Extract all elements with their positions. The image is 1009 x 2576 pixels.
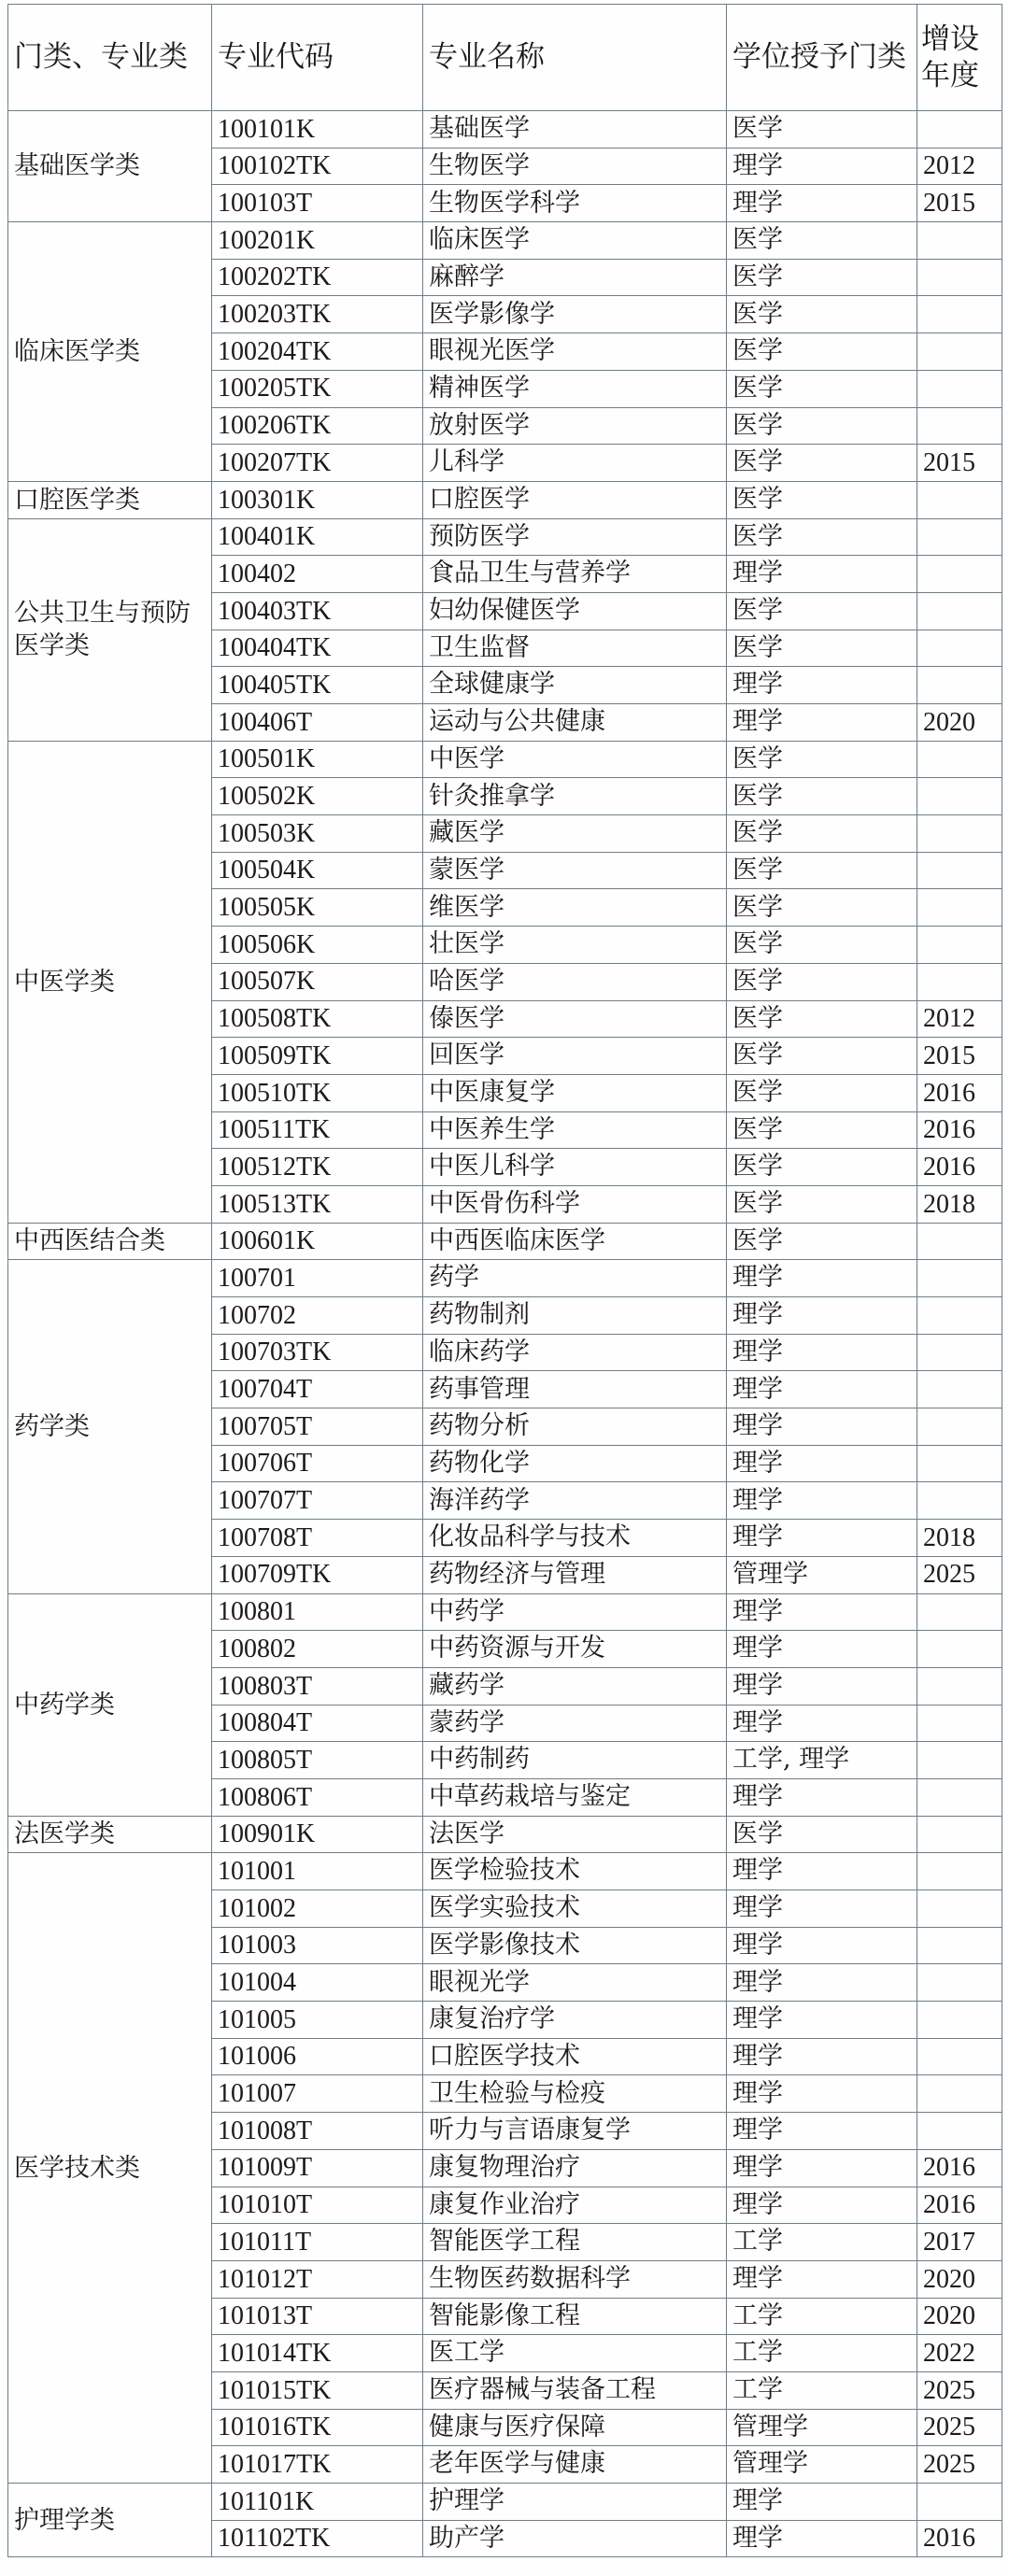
name-cell: 蒙医学 [423,852,727,889]
code-cell: 101010T [212,2187,423,2224]
degree-cell: 工学 [727,2335,917,2372]
table-body [8,111,1002,2557]
code-cell: 100708T [212,1520,423,1557]
code-cell: 100503K [212,815,423,853]
year-cell [917,370,1002,407]
degree-cell: 理学 [727,1705,917,1742]
code-cell: 101015TK [212,2371,423,2409]
code-cell: 100402 [212,556,423,593]
name-cell: 预防医学 [423,518,727,556]
name-cell: 中医儿科学 [423,1149,727,1186]
degree-cell: 医学 [727,1185,917,1223]
year-cell [917,815,1002,853]
name-cell: 藏医学 [423,815,727,853]
degree-cell: 理学 [727,2038,917,2075]
degree-cell: 医学 [727,370,917,407]
header-code: 专业代码 [212,5,423,111]
degree-cell: 管理学 [727,1556,917,1593]
year-cell [917,1816,1002,1853]
code-cell: 100301K [212,481,423,518]
code-cell: 101006 [212,2038,423,2075]
majors-table [7,4,1002,2557]
degree-cell: 理学 [727,556,917,593]
year-cell [917,1778,1002,1816]
code-cell: 100508TK [212,1000,423,1038]
table-row [8,222,1002,260]
degree-cell: 理学 [727,2002,917,2039]
name-cell: 医学影像学 [423,296,727,333]
code-cell: 100102TK [212,148,423,185]
degree-cell: 理学 [727,1667,917,1705]
degree-cell: 理学 [727,1890,917,1928]
code-cell: 100806T [212,1778,423,1816]
name-cell: 中药制药 [423,1742,727,1779]
code-cell: 100511TK [212,1111,423,1149]
category-cell: 基础医学类 [8,111,212,222]
code-cell: 101002 [212,1890,423,1928]
degree-cell: 医学 [727,889,917,927]
degree-cell: 医学 [727,407,917,445]
year-cell: 2017 [917,2224,1002,2261]
category-cell: 公共卫生与预防医学类 [8,518,212,741]
degree-cell: 医学 [727,630,917,667]
degree-cell: 理学 [727,1778,917,1816]
degree-cell: 医学 [727,1000,917,1038]
code-cell: 101012T [212,2260,423,2298]
degree-cell: 理学 [727,185,917,222]
degree-cell: 医学 [727,852,917,889]
degree-cell: 医学 [727,518,917,556]
degree-cell: 医学 [727,592,917,630]
name-cell: 全球健康学 [423,667,727,704]
code-cell: 100206TK [212,407,423,445]
category-cell: 护理学类 [8,2484,212,2557]
code-cell: 101001 [212,1853,423,1890]
year-cell: 2018 [917,1520,1002,1557]
name-cell: 眼视光医学 [423,333,727,371]
header-degree: 学位授予门类 [727,5,917,111]
code-cell: 100504K [212,852,423,889]
year-cell [917,296,1002,333]
code-cell: 101013T [212,2298,423,2335]
name-cell: 儿科学 [423,445,727,482]
year-cell [917,518,1002,556]
name-cell: 运动与公共健康 [423,704,727,742]
degree-cell: 医学 [727,815,917,853]
year-cell [917,1445,1002,1482]
year-cell: 2016 [917,2187,1002,2224]
degree-cell: 理学 [727,148,917,185]
code-cell: 100501K [212,741,423,778]
year-cell [917,1260,1002,1297]
name-cell: 中医养生学 [423,1111,727,1149]
year-cell [917,889,1002,927]
code-cell: 101005 [212,2002,423,2039]
code-cell: 100702 [212,1297,423,1335]
code-cell: 100805T [212,1742,423,1779]
year-cell [917,1927,1002,1964]
name-cell: 回医学 [423,1038,727,1075]
year-cell [917,963,1002,1000]
degree-cell: 理学 [727,2113,917,2150]
code-cell: 100803T [212,1667,423,1705]
name-cell: 医工学 [423,2335,727,2372]
degree-cell: 理学 [727,1482,917,1520]
year-cell [917,1482,1002,1520]
name-cell: 化妆品科学与技术 [423,1520,727,1557]
table-row [8,2484,1002,2521]
degree-cell: 理学 [727,1964,917,2002]
year-cell: 2016 [917,1149,1002,1186]
year-cell [917,2038,1002,2075]
degree-cell: 管理学 [727,2409,917,2446]
table-row [8,1853,1002,1890]
code-cell: 101007 [212,2075,423,2113]
year-cell [917,1593,1002,1631]
name-cell: 药物制剂 [423,1297,727,1335]
year-cell: 2016 [917,2149,1002,2187]
code-cell: 101016TK [212,2409,423,2446]
code-cell: 100204TK [212,333,423,371]
code-cell: 101014TK [212,2335,423,2372]
year-cell: 2016 [917,2520,1002,2557]
name-cell: 中医康复学 [423,1074,727,1111]
year-cell [917,1408,1002,1446]
degree-cell: 理学 [727,2484,917,2521]
name-cell: 药事管理 [423,1371,727,1408]
degree-cell: 理学 [727,1445,917,1482]
degree-cell: 理学 [727,1631,917,1668]
name-cell: 听力与言语康复学 [423,2113,727,2150]
degree-cell: 医学 [727,445,917,482]
category-cell: 药学类 [8,1260,212,1593]
degree-cell: 医学 [727,741,917,778]
name-cell: 精神医学 [423,370,727,407]
name-cell: 健康与医疗保障 [423,2409,727,2446]
degree-cell: 理学 [727,2187,917,2224]
year-cell [917,741,1002,778]
category-cell: 口腔医学类 [8,481,212,518]
degree-cell: 理学 [727,2075,917,2113]
name-cell: 智能医学工程 [423,2224,727,2261]
category-cell: 中西医结合类 [8,1223,212,1260]
name-cell: 壮医学 [423,927,727,964]
degree-cell: 医学 [727,778,917,815]
degree-cell: 理学 [727,1593,917,1631]
name-cell: 口腔医学技术 [423,2038,727,2075]
code-cell: 100802 [212,1631,423,1668]
degree-cell: 理学 [727,2520,917,2557]
year-cell: 2018 [917,1185,1002,1223]
code-cell: 100901K [212,1816,423,1853]
name-cell: 医学实验技术 [423,1890,727,1928]
name-cell: 药物化学 [423,1445,727,1482]
table-row [8,518,1002,556]
name-cell: 藏药学 [423,1667,727,1705]
degree-cell: 医学 [727,259,917,296]
name-cell: 中医骨伤科学 [423,1185,727,1223]
degree-cell: 理学 [727,2149,917,2187]
degree-cell: 医学 [727,1074,917,1111]
code-cell: 101003 [212,1927,423,1964]
table-row [8,111,1002,149]
degree-cell: 理学 [727,1260,917,1297]
name-cell: 中药资源与开发 [423,1631,727,1668]
header-row [8,5,1002,111]
code-cell: 100701 [212,1260,423,1297]
degree-cell: 理学 [727,1408,917,1446]
code-cell: 100103T [212,185,423,222]
degree-cell: 医学 [727,1038,917,1075]
name-cell: 医学影像技术 [423,1927,727,1964]
degree-cell: 理学 [727,1520,917,1557]
name-cell: 口腔医学 [423,481,727,518]
year-cell [917,2113,1002,2150]
degree-cell: 理学 [727,1371,917,1408]
year-cell [917,407,1002,445]
code-cell: 100510TK [212,1074,423,1111]
code-cell: 100512TK [212,1149,423,1186]
name-cell: 卫生监督 [423,630,727,667]
code-cell: 101101K [212,2484,423,2521]
year-cell: 2020 [917,2260,1002,2298]
name-cell: 法医学 [423,1816,727,1853]
year-cell: 2025 [917,1556,1002,1593]
degree-cell: 医学 [727,1111,917,1149]
name-cell: 康复物理治疗 [423,2149,727,2187]
year-cell [917,1371,1002,1408]
year-cell [917,630,1002,667]
name-cell: 麻醉学 [423,259,727,296]
name-cell: 助产学 [423,2520,727,2557]
name-cell: 生物医学科学 [423,185,727,222]
code-cell: 101008T [212,2113,423,2150]
code-cell: 100203TK [212,296,423,333]
code-cell: 100205TK [212,370,423,407]
year-cell [917,1631,1002,1668]
code-cell: 100704T [212,1371,423,1408]
category-cell: 医学技术类 [8,1853,212,2484]
degree-cell: 理学 [727,2260,917,2298]
degree-cell: 医学 [727,222,917,260]
degree-cell: 医学 [727,963,917,1000]
year-cell: 2025 [917,2446,1002,2484]
degree-cell: 工学 [727,2371,917,2409]
category-cell: 法医学类 [8,1816,212,1853]
year-cell [917,1667,1002,1705]
degree-cell: 理学 [727,1927,917,1964]
name-cell: 放射医学 [423,407,727,445]
year-cell [917,1742,1002,1779]
code-cell: 100804T [212,1705,423,1742]
name-cell: 智能影像工程 [423,2298,727,2335]
name-cell: 药学 [423,1260,727,1297]
degree-cell: 医学 [727,111,917,149]
degree-cell: 医学 [727,481,917,518]
year-cell: 2025 [917,2409,1002,2446]
year-cell [917,592,1002,630]
header-year: 增设年度 [917,5,1002,111]
year-cell: 2015 [917,185,1002,222]
degree-cell: 工学 [727,2298,917,2335]
category-cell: 中医学类 [8,741,212,1223]
name-cell: 康复作业治疗 [423,2187,727,2224]
year-cell [917,852,1002,889]
year-cell [917,1297,1002,1335]
code-cell: 100502K [212,778,423,815]
degree-cell: 医学 [727,927,917,964]
header-name: 专业名称 [423,5,727,111]
name-cell: 老年医学与健康 [423,2446,727,2484]
code-cell: 100201K [212,222,423,260]
name-cell: 哈医学 [423,963,727,1000]
name-cell: 中西医临床医学 [423,1223,727,1260]
degree-cell: 理学 [727,1297,917,1335]
year-cell [917,2484,1002,2521]
header-category: 门类、专业类 [8,5,212,111]
year-cell: 2016 [917,1074,1002,1111]
code-cell: 100207TK [212,445,423,482]
year-cell [917,259,1002,296]
code-cell: 100505K [212,889,423,927]
year-cell [917,222,1002,260]
code-cell: 101011T [212,2224,423,2261]
code-cell: 100405TK [212,667,423,704]
degree-cell: 管理学 [727,2446,917,2484]
code-cell: 100705T [212,1408,423,1446]
code-cell: 100513TK [212,1185,423,1223]
year-cell: 2025 [917,2371,1002,2409]
year-cell [917,778,1002,815]
name-cell: 海洋药学 [423,1482,727,1520]
name-cell: 临床药学 [423,1334,727,1371]
name-cell: 蒙药学 [423,1705,727,1742]
category-cell: 临床医学类 [8,222,212,482]
table-row [8,1593,1002,1631]
code-cell: 101009T [212,2149,423,2187]
table-row [8,1260,1002,1297]
name-cell: 生物医药数据科学 [423,2260,727,2298]
code-cell: 100707T [212,1482,423,1520]
name-cell: 妇幼保健医学 [423,592,727,630]
name-cell: 食品卫生与营养学 [423,556,727,593]
degree-cell: 理学 [727,1334,917,1371]
name-cell: 维医学 [423,889,727,927]
year-cell [917,1890,1002,1928]
year-cell: 2022 [917,2335,1002,2372]
year-cell [917,1964,1002,2002]
year-cell: 2020 [917,2298,1002,2335]
code-cell: 100509TK [212,1038,423,1075]
year-cell [917,2075,1002,2113]
year-cell [917,481,1002,518]
name-cell: 基础医学 [423,111,727,149]
year-cell [917,333,1002,371]
year-cell [917,927,1002,964]
name-cell: 药物经济与管理 [423,1556,727,1593]
name-cell: 康复治疗学 [423,2002,727,2039]
category-cell: 中药学类 [8,1593,212,1816]
year-cell [917,1223,1002,1260]
degree-cell: 工学, 理学 [727,1742,917,1779]
name-cell: 医疗器械与装备工程 [423,2371,727,2409]
year-cell [917,2002,1002,2039]
year-cell: 2012 [917,148,1002,185]
code-cell: 100403TK [212,592,423,630]
table-row [8,1816,1002,1853]
code-cell: 100801 [212,1593,423,1631]
degree-cell: 理学 [727,704,917,742]
code-cell: 100401K [212,518,423,556]
code-cell: 100507K [212,963,423,1000]
year-cell: 2016 [917,1111,1002,1149]
year-cell: 2015 [917,1038,1002,1075]
name-cell: 傣医学 [423,1000,727,1038]
year-cell [917,111,1002,149]
name-cell: 卫生检验与检疫 [423,2075,727,2113]
degree-cell: 医学 [727,296,917,333]
name-cell: 中医学 [423,741,727,778]
degree-cell: 医学 [727,333,917,371]
year-cell [917,667,1002,704]
code-cell: 101017TK [212,2446,423,2484]
name-cell: 针灸推拿学 [423,778,727,815]
name-cell: 医学检验技术 [423,1853,727,1890]
year-cell [917,1705,1002,1742]
name-cell: 药物分析 [423,1408,727,1446]
name-cell: 生物医学 [423,148,727,185]
table-row [8,1223,1002,1260]
degree-cell: 工学 [727,2224,917,2261]
name-cell: 护理学 [423,2484,727,2521]
code-cell: 100404TK [212,630,423,667]
table-row [8,481,1002,518]
code-cell: 100709TK [212,1556,423,1593]
degree-cell: 医学 [727,1223,917,1260]
name-cell: 中药学 [423,1593,727,1631]
table-row [8,741,1002,778]
code-cell: 100101K [212,111,423,149]
code-cell: 100601K [212,1223,423,1260]
name-cell: 眼视光学 [423,1964,727,2002]
degree-cell: 医学 [727,1816,917,1853]
degree-cell: 理学 [727,667,917,704]
code-cell: 101004 [212,1964,423,2002]
year-cell [917,556,1002,593]
code-cell: 100706T [212,1445,423,1482]
code-cell: 100202TK [212,259,423,296]
code-cell: 101102TK [212,2520,423,2557]
degree-cell: 医学 [727,1149,917,1186]
code-cell: 100406T [212,704,423,742]
name-cell: 中草药栽培与鉴定 [423,1778,727,1816]
code-cell: 100703TK [212,1334,423,1371]
year-cell: 2015 [917,445,1002,482]
year-cell [917,1853,1002,1890]
year-cell [917,1334,1002,1371]
year-cell: 2012 [917,1000,1002,1038]
degree-cell: 理学 [727,1853,917,1890]
code-cell: 100506K [212,927,423,964]
name-cell: 临床医学 [423,222,727,260]
year-cell: 2020 [917,704,1002,742]
